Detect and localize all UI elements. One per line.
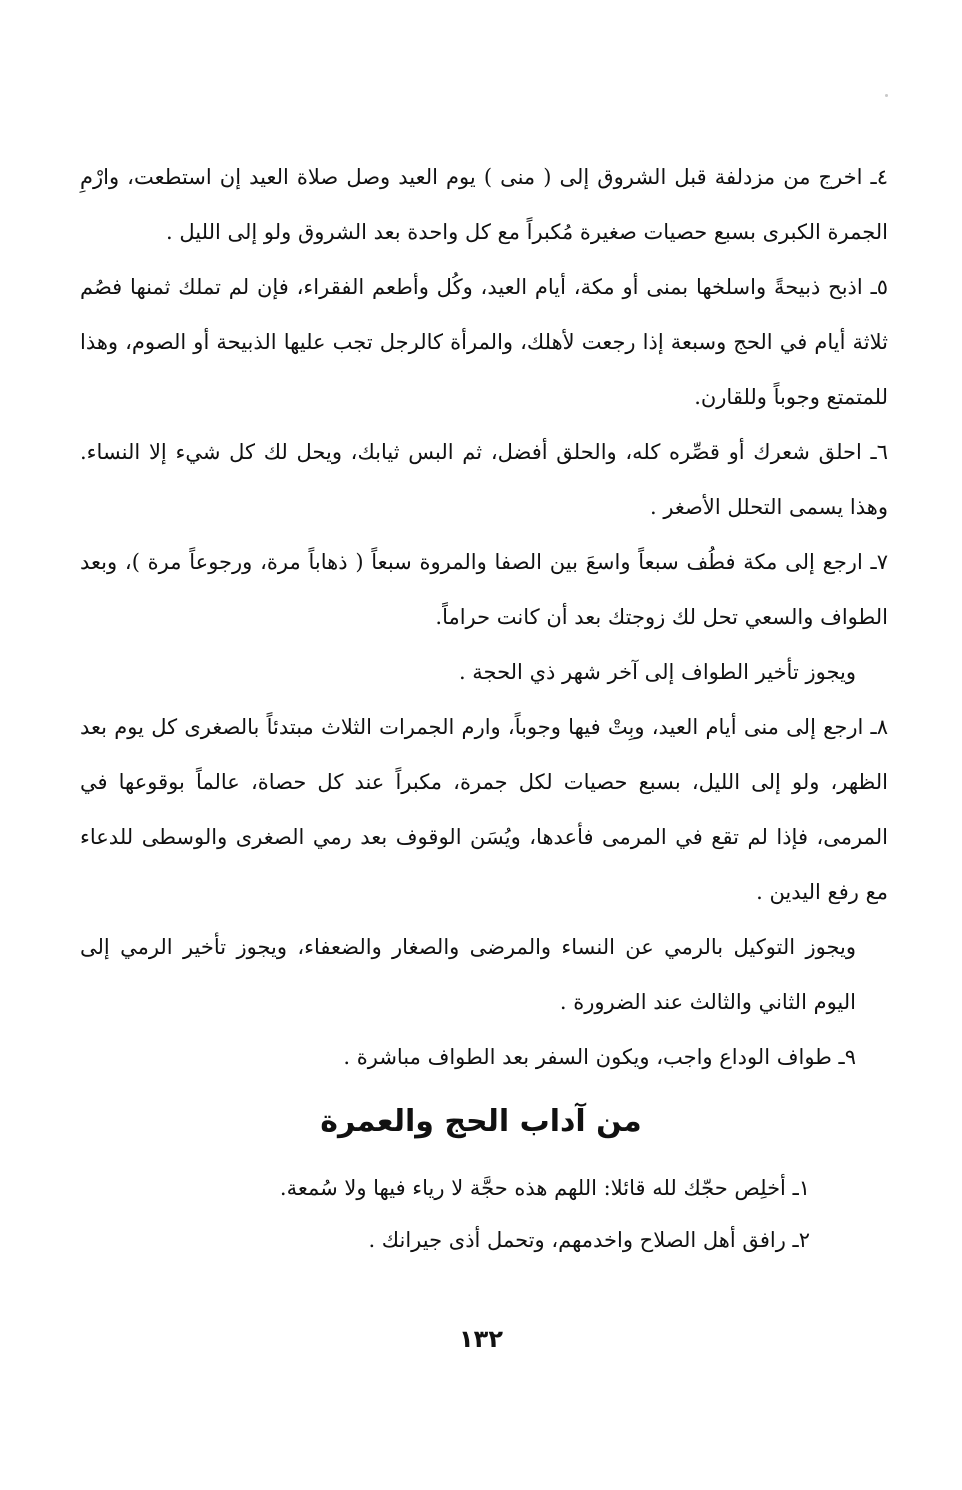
scan-speck	[885, 94, 888, 97]
paragraph-delegation: ويجوز التوكيل بالرمي عن النساء والمرضى والصغار والضعفاء، ويجوز تأخير الرمي إلى اليوم الثاني والثالث عند الضرورة .	[80, 935, 856, 1014]
body-text	[80, 150, 888, 1085]
etiquette-list	[110, 1162, 810, 1266]
paragraph-step-5: ٥ـ اذبح ذبيحةً واسلخها بمنى أو مكة، أيام العيد، وكُل وأطعم الفقراء، فإن لم تملك ثمنها فصُم ثلاثة أيام في الحج وسبعة إذا رجعت لأهلك، والمرأة كالرجل تجب عليها الذبيحة أو الصوم، وهذا للمتمتع وجوباً وللقارن.	[80, 275, 888, 409]
paragraph-step-8: ٨ـ ارجع إلى منى أيام العيد، وبِتْ فيها وجوباً، وارم الجمرات الثلاث مبتدئاً بالصغرى كل يوم بعد الظهر، ولو إلى الليل، بسبع حصيات لكل جمرة، مكبراً عند كل حصاة، عالماً بوقوعها في المرمى، فإذا لم تقع في المرمى فأعدها، ويُسَن الوقوف بعد رمي الصغرى والوسطى للدعاء مع رفع اليدين .	[80, 715, 889, 904]
paragraph-step-9: ٩ـ طواف الوداع واجب، ويكون السفر بعد الطواف مباشرة .	[343, 1045, 856, 1069]
paragraph-step-4: ٤ـ اخرج من مزدلفة قبل الشروق إلى ( منى ) يوم العيد وصل صلاة العيد إن استطعت، وارْمِ الجمرة الكبرى بسبع حصيات صغيرة مُكبراً مع كل واحدة بعد الشروق ولو إلى الليل .	[80, 165, 888, 244]
list-item: ٢ـ رافق أهل الصلاح واخدمهم، وتحمل أذى جيرانك .	[368, 1228, 810, 1252]
section-heading: من آداب الحج والعمرة	[320, 1104, 642, 1139]
paragraph-step-6: ٦ـ احلق شعرك أو قصِّره كله، والحلق أفضل، ثم البس ثيابك، ويحل لك كل شيء إلا النساء. وهذا يسمى التحلل الأصغر .	[80, 440, 888, 519]
paragraph-tawaf-delay: ويجوز تأخير الطواف إلى آخر شهر ذي الحجة .	[458, 660, 856, 684]
list-item: ١ـ أخلِص حجّك لله قائلا: اللهم هذه حجَّة لا رياء فيها ولا سُمعة.	[279, 1176, 810, 1200]
paragraph-step-7: ٧ـ ارجع إلى مكة فطُف سبعاً واسعَ بين الصفا والمروة سبعاً ( ذهاباً مرة، ورجوعاً مرة )، وبعد الطواف والسعي تحل لك زوجتك بعد أن كانت حراماً.	[80, 550, 888, 629]
page-number: ١٣٢	[459, 1325, 503, 1353]
